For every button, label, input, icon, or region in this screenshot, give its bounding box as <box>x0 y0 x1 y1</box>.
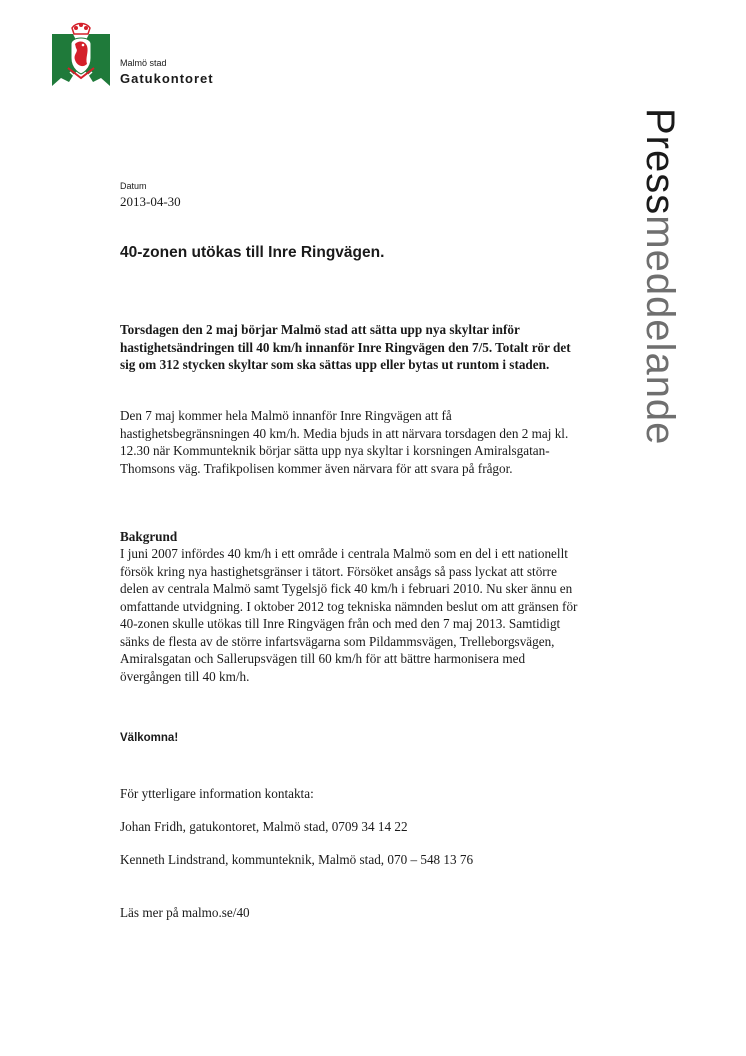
background-paragraph: I juni 2007 infördes 40 km/h i ett område i centrala Malmö som en del i ett nationellt försök kring nya hastighetsgränser i tätort. Försöket ansågs så pass lyckat att större delen av centrala Malmö samt Tygelsjö fick 40 km/h i februari 2010. Nu sker ännu en omfattande utvidgning. I oktober 2012 tog tekniska nämnden beslut om att gränsen för 40-zonen skulle utökas till Inre Ringvägen från och med den 7 maj 2013. Samtidigt sänks de flesta av de större infartsvägarna som Pildammsvägen, Trelleborgsvägen, Amiralsgatan och Sallerupsvägen till 60 km/h för att bättre harmonisera med övergången till 40 km/h. <box>120 546 578 684</box>
malmo-griffin-crest-icon <box>52 22 110 86</box>
org-name: Malmö stad <box>120 58 167 68</box>
date-value: 2013-04-30 <box>120 194 181 209</box>
document-type-part1: Press <box>638 108 682 216</box>
date-label: Datum <box>120 181 147 191</box>
department-name: Gatukontoret <box>120 71 214 86</box>
document-type-title <box>640 108 680 445</box>
contact-johan-fridh: Johan Fridh, gatukontoret, Malmö stad, 0709 34 14 22 <box>120 819 408 834</box>
body-paragraph: Den 7 maj kommer hela Malmö innanför Inre Ringvägen att få hastighetsbegränsningen 40 km/h. Media bjuds in att närvara torsdagen den 2 maj kl. 12.30 när Kommunteknik börjar sätta upp nya skyltar i korsningen Amiralsgatan-Thomsons väg. Trafikpolisen kommer även närvara för att svara på frågor. <box>120 408 569 476</box>
contact-kenneth-lindstrand: Kenneth Lindstrand, kommunteknik, Malmö stad, 070 – 548 13 76 <box>120 852 474 867</box>
welcome-text: Välkomna! <box>120 732 179 744</box>
read-more-link[interactable]: Läs mer på malmo.se/40 <box>120 905 250 920</box>
contact-intro: För ytterligare information kontakta: <box>120 786 314 801</box>
ingress-paragraph: Torsdagen den 2 maj börjar Malmö stad att sätta upp nya skyltar inför hastighetsändringen till 40 km/h innanför Inre Ringvägen den 7/5. Totalt rör det sig om 312 stycken skyltar som ska sättas upp eller bytas ut runtom i staden. <box>120 322 571 372</box>
document-type-part2: meddelande <box>638 215 682 446</box>
headline: 40-zonen utökas till Inre Ringvägen. <box>120 244 385 261</box>
background-heading: Bakgrund <box>120 529 178 544</box>
